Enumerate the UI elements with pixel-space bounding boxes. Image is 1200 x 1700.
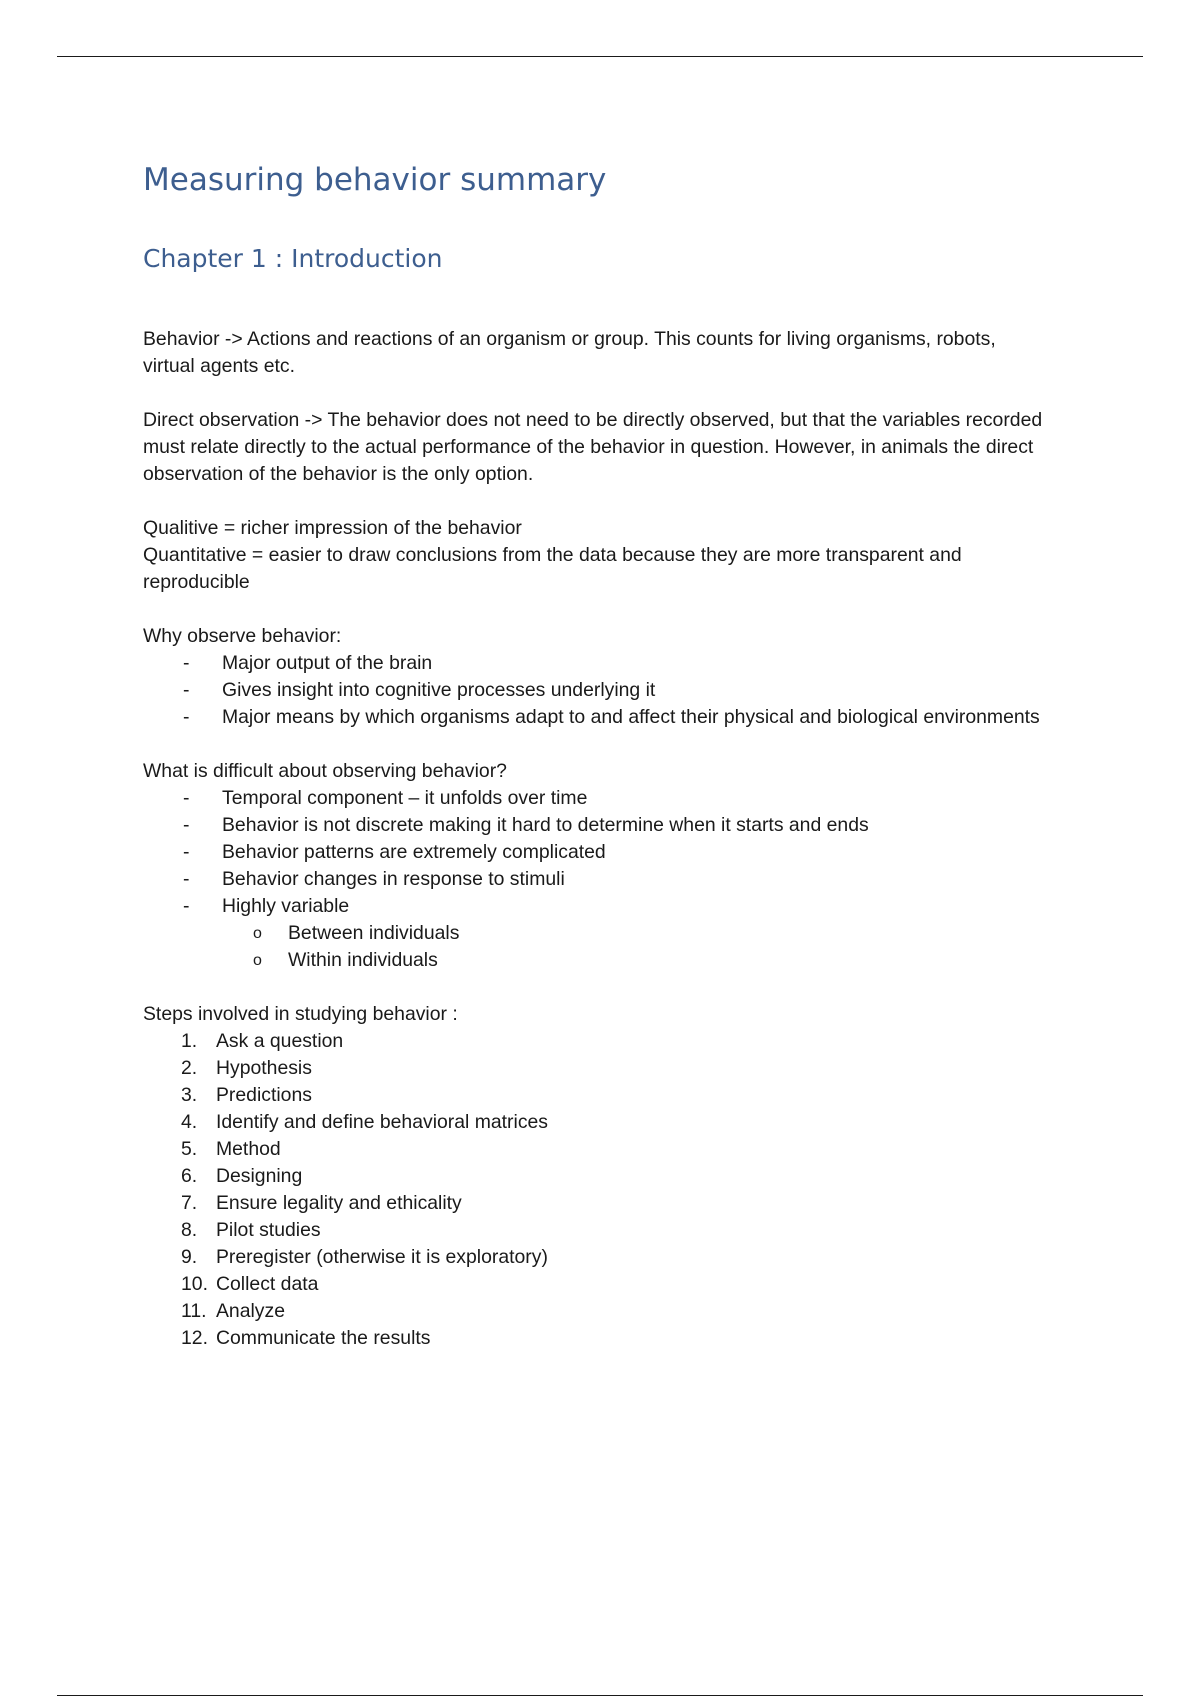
step-number: 11.: [181, 1300, 207, 1322]
list-item: 10. Collect data: [143, 1271, 1043, 1298]
difficult-list: [143, 785, 1043, 920]
list-item: - Temporal component – it unfolds over time: [143, 785, 1043, 812]
list-item: 8. Pilot studies: [143, 1217, 1043, 1244]
dash-bullet: -: [183, 652, 190, 674]
dash-bullet: -: [183, 814, 190, 836]
dash-bullet: -: [183, 787, 190, 809]
list-item: - Behavior patterns are extremely complicated: [143, 839, 1043, 866]
step-number: 4.: [181, 1111, 198, 1133]
difficult-heading: What is difficult about observing behavior?: [143, 760, 507, 782]
direct-observation-definition: Direct observation -> The behavior does not need to be directly observed, but that the variables recorded must relate directly to the actual performance of the behavior in question. However, in animals the direct observation of the behavior is the only option.: [143, 409, 1043, 485]
step-number: 3.: [181, 1084, 198, 1106]
step-number: 9.: [181, 1246, 198, 1268]
step-number: 7.: [181, 1192, 198, 1214]
list-item: - Behavior changes in response to stimuli: [143, 866, 1043, 893]
list-item: 5. Method: [143, 1136, 1043, 1163]
list-item: 7. Ensure legality and ethicality: [143, 1190, 1043, 1217]
dash-bullet: -: [183, 841, 190, 863]
circle-bullet: o: [253, 925, 262, 942]
list-item: 11. Analyze: [143, 1298, 1043, 1325]
step-number: 8.: [181, 1219, 198, 1241]
list-item: - Major output of the brain: [143, 650, 1043, 677]
steps-heading: Steps involved in studying behavior :: [143, 1003, 458, 1025]
list-item: - Highly variable: [143, 893, 1043, 920]
circle-bullet: o: [253, 952, 262, 969]
behavior-definition: Behavior -> Actions and reactions of an organism or group. This counts for living organisms, robots, virtual agents etc.: [143, 328, 996, 377]
steps-list: [143, 1028, 1043, 1352]
chapter-heading: Chapter 1 : Introduction: [143, 244, 443, 273]
document-title: Measuring behavior summary: [143, 162, 607, 198]
dash-bullet: -: [183, 706, 190, 728]
dash-bullet: -: [183, 868, 190, 890]
step-number: 6.: [181, 1165, 198, 1187]
list-item: - Behavior is not discrete making it hard to determine when it starts and ends: [143, 812, 1043, 839]
dash-bullet: -: [183, 895, 190, 917]
list-item: - Major means by which organisms adapt to and affect their physical and biological environments: [143, 704, 1043, 731]
header-rule: [57, 56, 1143, 57]
list-item: 6. Designing: [143, 1163, 1043, 1190]
list-item: 2. Hypothesis: [143, 1055, 1043, 1082]
list-item: 1. Ask a question: [143, 1028, 1043, 1055]
step-number: 10.: [181, 1273, 208, 1295]
step-number: 1.: [181, 1030, 198, 1052]
list-item: 3. Predictions: [143, 1082, 1043, 1109]
list-item: 4. Identify and define behavioral matrices: [143, 1109, 1043, 1136]
footer-rule: [57, 1695, 1143, 1696]
step-number: 12.: [181, 1327, 208, 1349]
list-item: o Within individuals: [143, 947, 1043, 974]
quantitative-definition: Quantitative = easier to draw conclusions from the data because they are more transparent and reproducible: [143, 544, 962, 593]
step-number: 2.: [181, 1057, 198, 1079]
list-item: 9. Preregister (otherwise it is exploratory): [143, 1244, 1043, 1271]
qualitive-definition: Qualitive = richer impression of the behavior: [143, 517, 522, 539]
step-number: 5.: [181, 1138, 198, 1160]
why-observe-heading: Why observe behavior:: [143, 625, 342, 647]
variability-sublist: [143, 920, 1043, 974]
list-item: 12. Communicate the results: [143, 1325, 1043, 1352]
list-item: o Between individuals: [143, 920, 1043, 947]
why-observe-list: [143, 650, 1043, 731]
page-content: [143, 160, 1043, 1352]
list-item: - Gives insight into cognitive processes underlying it: [143, 677, 1043, 704]
dash-bullet: -: [183, 679, 190, 701]
